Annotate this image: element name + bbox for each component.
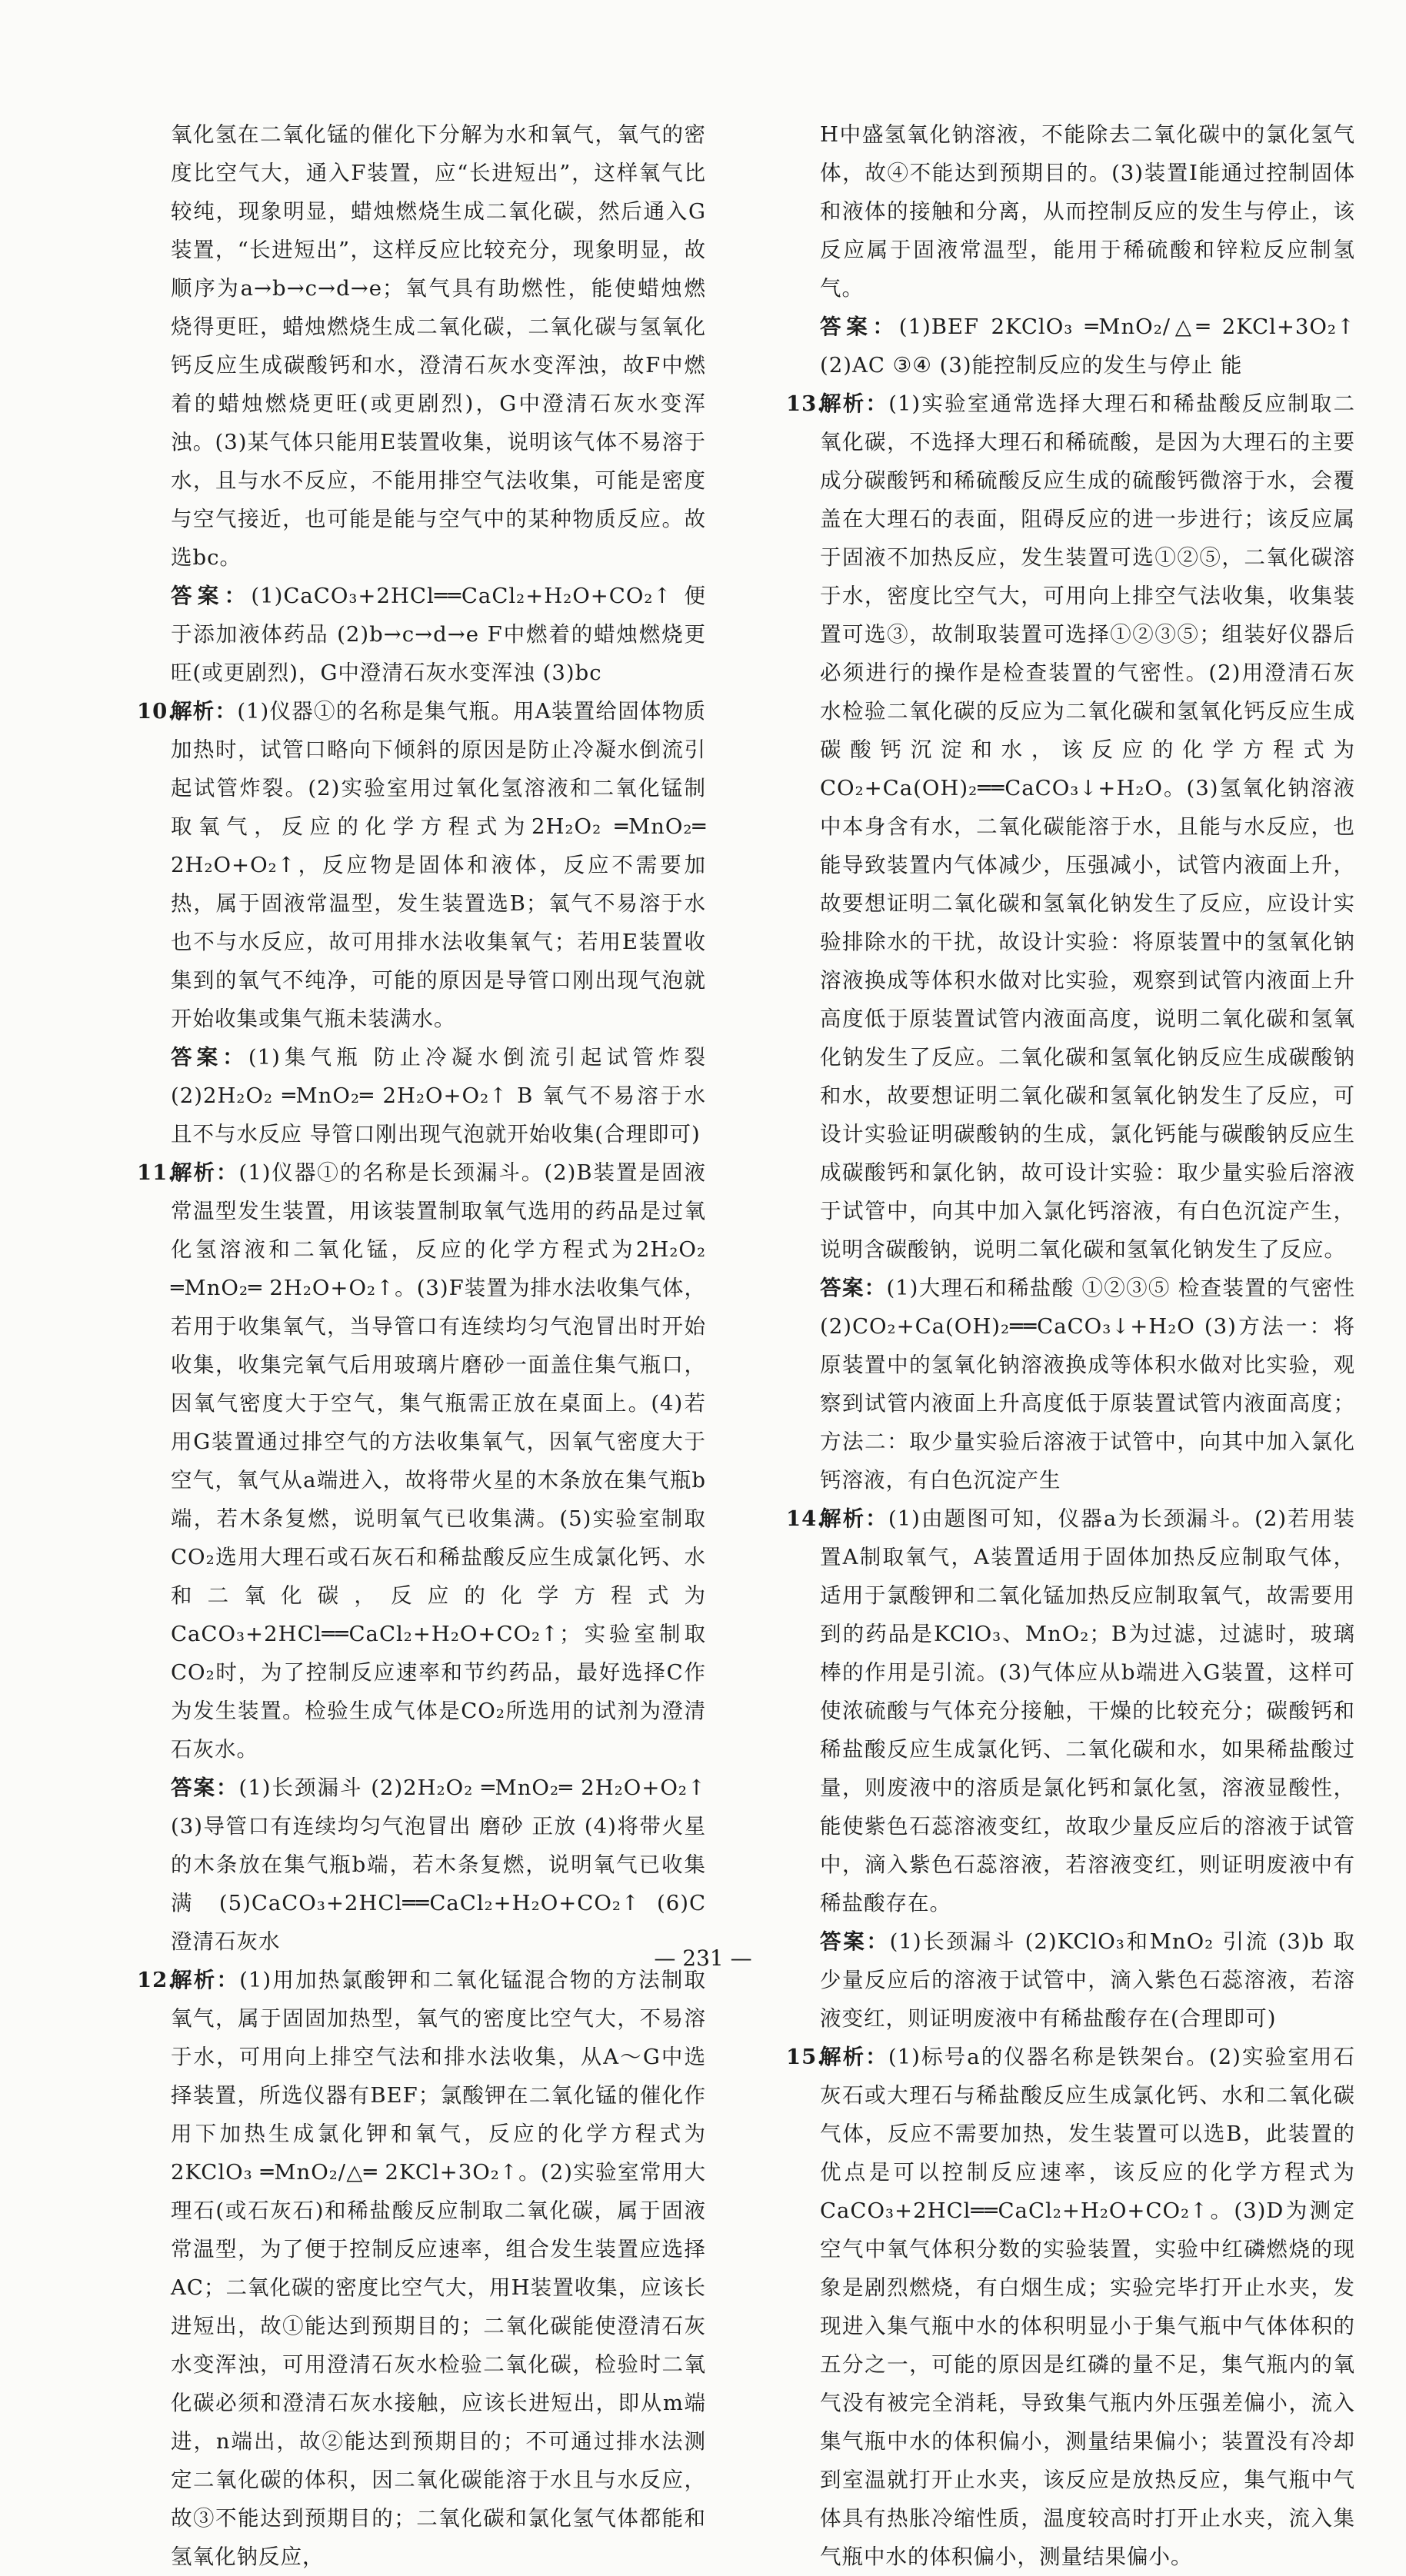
answer-block-9 xyxy=(137,577,706,692)
question-number: 12. xyxy=(137,1968,176,1992)
analysis-label: 解析： xyxy=(820,391,889,416)
answer-text: (1)集气瓶 防止冷凝水倒流引起试管炸裂 (2)2H₂O₂ ═MnO₂═ 2H₂O+O₂↑ B 氧气不易溶于水且不与水反应 导管口刚出现气泡就开始收集(合理即可) xyxy=(171,1045,706,1147)
answer-text: (1)长颈漏斗 (2)KClO₃和MnO₂ 引流 (3)b 取少量反应后的溶液于试管中，滴入紫色石蕊溶液，若溶液变红，则证明废液中有稀盐酸存在(合理即可) xyxy=(820,1929,1355,2031)
answer-text: (1)BEF 2KClO₃ ═MnO₂/△═ 2KCl+3O₂↑ (2)AC ③④ (3)能控制反应的发生与停止 能 xyxy=(820,315,1355,378)
analysis-text: (1)仪器①的名称是长颈漏斗。(2)B装置是固液常温型发生装置，用该装置制取氧气选用的药品是过氧化氢溶液和二氧化锰，反应的化学方程式为2H₂O₂ ═MnO₂═ 2H₂O+O₂↑。(3)F装置为排水法收集气体，若用于收集氧气，当导管口有连续均匀气泡冒出时开始收集，收集完氧气后用玻璃片磨砂一面盖住集气瓶口，因氧气密度大于空气，集气瓶需正放在桌面上。(4)若用G装置通过排空气的方法收集氧气，因氧气密度大于空气，氧气从a端进入，故将带火星的木条放在集气瓶b端，若木条复燃，说明氧气已收集满。(5)实验室制取CO₂选用大理石或石灰石和稀盐酸反应生成氯化钙、水和二氧化碳，反应的化学方程式为CaCO₃+2HCl══CaCl₂+H₂O+CO₂↑；实验室制取CO₂时，为了控制反应速率和节约药品，最好选择C作为发生装置。检验生成气体是CO₂所选用的试剂为澄清石灰水。 xyxy=(171,1160,706,1762)
question-number: 13. xyxy=(786,391,825,416)
analysis-text: (1)用加热氯酸钾和二氧化锰混合物的方法制取氧气，属于固固加热型，氧气的密度比空气大，不易溶于水，可用向上排空气法和排水法收集，从A～G中选择装置，所选仪器有BEF；氯酸钾在二氧化锰的催化作用下加热生成氯化钾和氧气，反应的化学方程式为2KClO₃ ═MnO₂/△═ 2KCl+3O₂↑。(2)实验室常用大理石(或石灰石)和稀盐酸反应制取二氧化碳，属于固液常温型，为了便于控制反应速率，组合发生装置应选择AC；二氧化碳的密度比空气大，用H装置收集，应该长进短出，故①能达到预期目的；二氧化碳能使澄清石灰水变浑浊，可用澄清石灰水检验二氧化碳，检验时二氧化碳必须和澄清石灰水接触，应该长进短出，即从m端进，n端出，故②能达到预期目的；不可通过排水法测定二氧化碳的体积，因二氧化碳能溶于水且与水反应，故③不能达到预期目的；二氧化碳和氯化氢气体都能和氢氧化钠反应， xyxy=(171,1968,707,2569)
question-12-analysis xyxy=(137,1961,706,2576)
question-number: 11. xyxy=(137,1160,176,1185)
question-number: 10. xyxy=(137,699,176,724)
question-13-analysis xyxy=(786,384,1355,1269)
question-number: 15. xyxy=(786,2045,825,2069)
answer-block-11 xyxy=(137,1769,706,1961)
analysis-text: (1)实验室通常选择大理石和稀盐酸反应制取二氧化碳，不选择大理石和稀硫酸，是因为大理石的主要成分碳酸钙和稀硫酸反应生成的硫酸钙微溶于水，会覆盖在大理石的表面，阻碍反应的进一步进行；该反应属于固液不加热反应，发生装置可选①②⑤，二氧化碳溶于水，密度比空气大，可用向上排空气法收集，收集装置可选③，故制取装置可选择①②③⑤；组装好仪器后必须进行的操作是检查装置的气密性。(2)用澄清石灰水检验二氧化碳的反应为二氧化碳和氢氧化钙反应生成碳酸钙沉淀和水，该反应的化学方程式为CO₂+Ca(OH)₂══CaCO₃↓+H₂O。(3)氢氧化钠溶液中本身含有水，二氧化碳能溶于水，且能与水反应，也能导致装置内气体减少，压强减小，试管内液面上升，故要想证明二氧化碳和氢氧化钠发生了反应，应设计实验排除水的干扰，故设计实验：将原装置中的氢氧化钠溶液换成等体积水做对比实验，观察到试管内液面上升高度低于原装置试管内液面高度，说明二氧化碳和氢氧化钠发生了反应。二氧化碳和氢氧化钠反应生成碳酸钠和水，故要想证明二氧化碳和氢氧化钠发生了反应，可设计实验证明碳酸钠的生成，氯化钙能与碳酸钠反应生成碳酸钙和氯化钠，故可设计实验：取少量实验后溶液于试管中，向其中加入氯化钙溶液，有白色沉淀产生，说明含碳酸钠，说明二氧化碳和氢氧化钠发生了反应。 xyxy=(820,391,1356,1262)
analysis-label: 解析： xyxy=(820,2045,888,2069)
question-number: 14. xyxy=(786,1506,825,1531)
answer-label: 答案： xyxy=(171,1045,248,1070)
answer-label: 答案： xyxy=(820,315,899,339)
answer-label: 答案： xyxy=(171,584,252,608)
answer-label: 答案： xyxy=(171,1776,239,1800)
question-11-analysis xyxy=(137,1153,706,1769)
analysis-label: 解析： xyxy=(171,1160,239,1185)
analysis-label: 解析： xyxy=(171,1968,240,1992)
question-14-analysis xyxy=(786,1499,1355,1922)
analysis-text: (1)仪器①的名称是集气瓶。用A装置给固体物质加热时，试管口略向下倾斜的原因是防止冷凝水倒流引起试管炸裂。(2)实验室用过氧化氢溶液和二氧化锰制取氧气，反应的化学方程式为2H₂O₂ ═MnO₂═ 2H₂O+O₂↑，反应物是固体和液体，反应不需要加热，属于固液常温型，发生装置选B；氧气不易溶于水也不与水反应，故可用排水法收集氧气；若用E装置收集到的氧气不纯净，可能的原因是导管口刚出现气泡就开始收集或集气瓶未装满水。 xyxy=(171,699,707,1031)
continued-paragraph-12: H中盛氢氧化钠溶液，不能除去二氧化碳中的氯化氢气体，故④不能达到预期目的。(3)装置Ⅰ能通过控制固体和液体的接触和分离，从而控制反应的发生与停止，该反应属于固液常温型，能用于稀硫酸和锌粒反应制氢气。 xyxy=(820,122,1355,301)
continued-paragraph: 氧化氢在二氧化锰的催化下分解为水和氧气，氧气的密度比空气大，通入F装置，应“长进短出”，这样氧气比较纯，现象明显，蜡烛燃烧生成二氧化碳，然后通入G装置，“长进短出”，这样反应比较充分，现象明显，故顺序为a→b→c→d→e；氧气具有助燃性，能使蜡烛燃烧得更旺，蜡烛燃烧生成二氧化碳，二氧化碳与氢氧化钙反应生成碳酸钙和水，澄清石灰水变浑浊，故F中燃着的蜡烛燃烧更旺(或更剧烈)，G中澄清石灰水变浑浊。(3)某气体只能用E装置收集，说明该气体不易溶于水，且与水不反应，不能用排空气法收集，可能是密度与空气接近，也可能是能与空气中的某种物质反应。故选bc。 xyxy=(171,122,706,570)
answer-text: (1)长颈漏斗 (2)2H₂O₂ ═MnO₂═ 2H₂O+O₂↑ (3)导管口有连续均匀气泡冒出 磨砂 正放 (4)将带火星的木条放在集气瓶b端，若木条复燃，说明氧气已收集满 (5)CaCO₃+2HCl══CaCl₂+H₂O+CO₂↑ (6)C 澄清石灰水 xyxy=(171,1776,706,1954)
question-15-analysis xyxy=(786,2038,1355,2576)
left-column xyxy=(137,115,706,2576)
right-column xyxy=(786,115,1355,2576)
analysis-label: 解析： xyxy=(171,699,238,724)
answer-label: 答案： xyxy=(820,1929,890,1954)
analysis-text: (1)由题图可知，仪器a为长颈漏斗。(2)若用装置A制取氧气，A装置适用于固体加热反应制取气体，适用于氯酸钾和二氧化锰加热反应制取氧气，故需要用到的药品是KClO₃、MnO₂；B为过滤，过滤时，玻璃棒的作用是引流。(3)气体应从b端进入G装置，这样可使浓硫酸与气体充分接触，干燥的比较充分；碳酸钙和稀盐酸反应生成氯化钙、二氧化碳和水，如果稀盐酸过量，则废液中的溶质是氯化钙和氯化氢，溶液显酸性，能使紫色石蕊溶液变红，故取少量反应后的溶液于试管中，滴入紫色石蕊溶液，若溶液变红，则证明废液中有稀盐酸存在。 xyxy=(820,1506,1355,1915)
answer-label: 答案： xyxy=(820,1276,887,1300)
analysis-label: 解析： xyxy=(820,1506,888,1531)
question-10-analysis xyxy=(137,692,706,1038)
answer-block-10 xyxy=(137,1038,706,1153)
answer-text: (1)CaCO₃+2HCl══CaCl₂+H₂O+CO₂↑ 便于添加液体药品 (2)b→c→d→e F中燃着的蜡烛燃烧更旺(或更剧烈)，G中澄清石灰水变浑浊 (3)bc xyxy=(171,584,707,685)
answer-text: (1)大理石和稀盐酸 ①②③⑤ 检查装置的气密性 (2)CO₂+Ca(OH)₂══CaCO₃↓+H₂O (3)方法一：将原装置中的氢氧化钠溶液换成等体积水做对比实验，观察到试管内液面上升高度低于原装置试管内液面高度；方法二：取少量实验后溶液于试管中，向其中加入氯化钙溶液，有白色沉淀产生 xyxy=(820,1276,1356,1493)
page-number: — 231 — xyxy=(654,1945,752,1971)
answer-block-13 xyxy=(786,1269,1355,1499)
analysis-text: (1)标号a的仪器名称是铁架台。(2)实验室用石灰石或大理石与稀盐酸反应生成氯化钙、水和二氧化碳气体，反应不需要加热，发生装置可以选B，此装置的优点是可以控制反应速率，该反应的化学方程式为CaCO₃+2HCl══CaCl₂+H₂O+CO₂↑。(3)D为测定空气中氧气体积分数的实验装置，实验中红磷燃烧的现象是剧烈燃烧，有白烟生成；实验完毕打开止水夹，发现进入集气瓶中水的体积明显小于集气瓶中气体体积的五分之一，可能的原因是红磷的量不足，集气瓶内的氧气没有被完全消耗，导致集气瓶内外压强差偏小，流入集气瓶中水的体积偏小，测量结果偏小；装置没有冷却到室温就打开止水夹，该反应是放热反应，集气瓶中气体具有热胀冷缩性质，温度较高时打开止水夹，流入集气瓶中水的体积偏小，测量结果偏小。 xyxy=(820,2045,1355,2569)
answer-block-14 xyxy=(786,1922,1355,2038)
answer-block-12 xyxy=(786,308,1355,384)
